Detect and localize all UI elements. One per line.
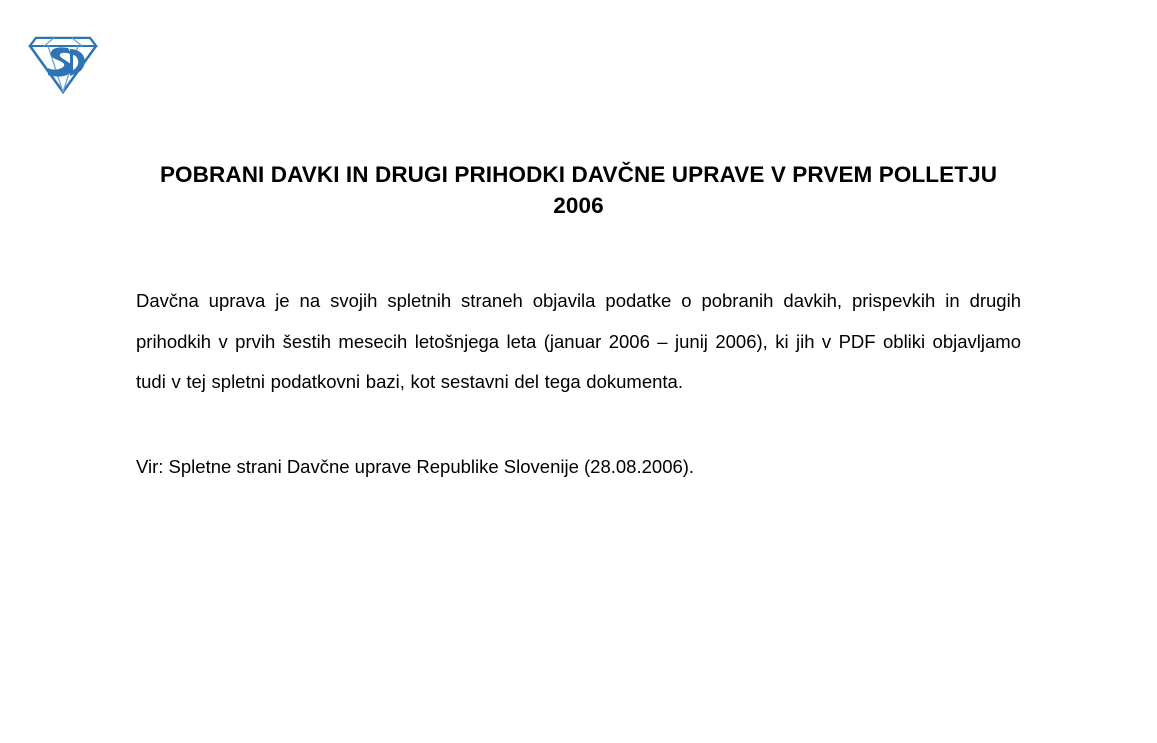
page-title: POBRANI DAVKI IN DRUGI PRIHODKI DAVČNE UPRAVE V PRVEM POLLETJU 2006 [159,162,998,218]
body-paragraph: Davčna uprava je na svojih spletnih straneh objavila podatke o pobranih davkih, prispevkih in drugih prihodkih v prvih šestih mesecih letošnjega leta (januar 2006 – junij 2006), ki jih v PDF obliki objavljamo tudi v tej spletni podatkovni bazi, kot sestavni del tega dokumenta. [136,290,1021,392]
durs-shield-logo-icon [24,32,102,98]
source-note: Vir: Spletne strani Davčne uprave Republike Slovenije (28.08.2006). [136,456,695,478]
document-content [136,160,1021,500]
